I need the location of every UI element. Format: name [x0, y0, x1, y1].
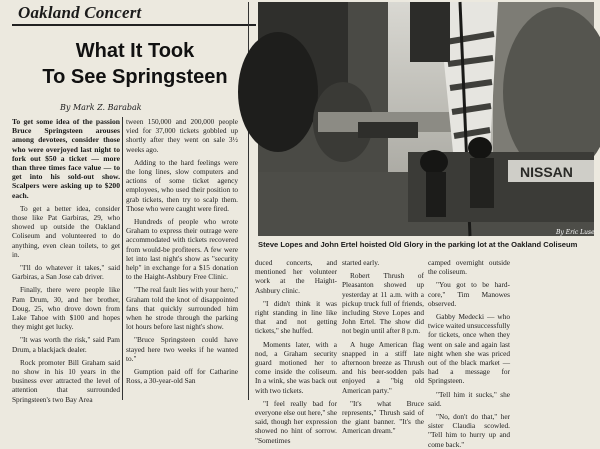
paragraph: Gabby Medecki — who twice waited unsuccessfully for tickets, once when they went on sale and again last night when she was priced out of the black market — had a message for Springsteen.	[428, 312, 510, 386]
paragraph: "No, don't do that," her sister Claudia scowled. "Tell him to hurry up and come back."	[428, 412, 510, 449]
paragraph: A huge American flag snapped in a stiff late afternoon breeze as Thrush and his beer-sodden pals enjoyed a "big old American party."	[342, 339, 424, 395]
paragraph: "Tell him it sucks," she said.	[428, 389, 510, 408]
paragraph: started early.	[342, 258, 380, 267]
article-column-3	[255, 258, 337, 445]
paragraph: camped overnight outside the coliseum.	[428, 258, 510, 277]
paragraph: tween 150,000 and 200,000 people vied for 37,000 tickets gobbled up shortly after they went on sale 3½ weeks ago.	[126, 117, 238, 154]
paragraph: duced concerts, and mentioned her volunteer work at the Haight-Ashbury clinic.	[255, 258, 337, 295]
paragraph: "It's what Bruce represents," Thrush said of the giant banner. "It's the American dream."	[342, 398, 424, 436]
headline-line-2: To See Springsteen	[42, 66, 228, 88]
flag-truck-photo	[258, 2, 594, 236]
article-column-1	[12, 117, 120, 404]
article-column-4	[342, 258, 424, 436]
paragraph: To get a better idea, consider those like Pat Garbiras, 29, who showed up outside the Oakland Coliseum and volunteered to do anything, even clean toilets, to get in.	[12, 203, 120, 259]
paragraph: "The real fault lies with your hero," Graham told the knot of disappointed fans that quickly surrounded him when he strode through the parking lot hours before last night's show.	[126, 285, 238, 332]
paragraph: "You got to be hard-core," Tim Manowes observed.	[428, 280, 510, 308]
byline: By Mark Z. Barabak	[60, 103, 142, 112]
photo-caption: Steve Lopes and John Ertel hoisted Old Glory in the parking lot at the Oakland Coliseum	[258, 240, 578, 249]
paragraph: Hundreds of people who wrote Graham to express their outrage were accommodated with tickets recovered from would-be profiteers. A few were let into last night's show as "security help" in exchange for a $15 donation to the Haight-Ashbury Free Clinic.	[126, 217, 238, 282]
section-kicker	[12, 2, 256, 26]
article-column-5	[428, 258, 510, 449]
column-rule	[122, 117, 123, 400]
paragraph: Finally, there were people like Pam Drum, 30, and her brother, Doug, 25, who drove down from Lake Tahoe with $100 and hopes they might get lucky.	[12, 285, 120, 332]
paragraph: Moments later, with a nod, a Graham security guard motioned her to come inside the coliseum. In a wink, she was back out with two tickets.	[255, 339, 337, 395]
paragraph: "It was worth the risk," said Pam Drum, a blackjack dealer.	[12, 335, 120, 354]
truck-logo-text: NISSAN	[520, 164, 573, 180]
paragraph: Rock promoter Bill Graham said no show in his 10 years in the business ever attracted the level of attention that surrounded Springsteen's two Bay Area	[12, 357, 120, 404]
news-photo	[258, 2, 594, 236]
paragraph: "I feel really bad for everyone else out here," she said, though her expression showed no hint of sorrow. "Sometimes	[255, 398, 337, 445]
paragraph: "Bruce Springsteen could have stayed here two weeks if he wanted to."	[126, 335, 238, 363]
paragraph: "I'll do whatever it takes," said Garbiras, a San Jose cab driver.	[12, 263, 120, 282]
section-kicker-label: Oakland Concert	[18, 3, 142, 22]
paragraph: Robert Thrush of Pleasanton showed up yesterday at 11 a.m. with a pickup truck full of friends, including Steve Lopes and John Ertel. The show did not begin until after 8 p.m.	[342, 271, 424, 336]
paragraph: "I didn't think it was right standing in line like that and not getting tickets," she huffed.	[255, 298, 337, 336]
headline-line-1: What It Took	[75, 40, 195, 62]
paragraph: Adding to the hard feelings were the long lines, slow computers and actions of some ticket agency employees, who used their position to grab tickets, then try to scalp them. Those who were caught were fired.	[126, 157, 238, 213]
article-column-2	[126, 117, 238, 400]
paragraph: Gumption paid off for Catharine Ross, a 30-year-old San	[126, 367, 238, 386]
photo-credit: By Eric Luse	[556, 229, 595, 236]
paragraph: To get some idea of the passion Bruce Springsteen arouses among devotees, consider those who were overjoyed last night to fork out $50 a ticket — more than three times face value — to get into his sold-out show. Scalpers were asking up to $200 each.	[12, 117, 120, 200]
